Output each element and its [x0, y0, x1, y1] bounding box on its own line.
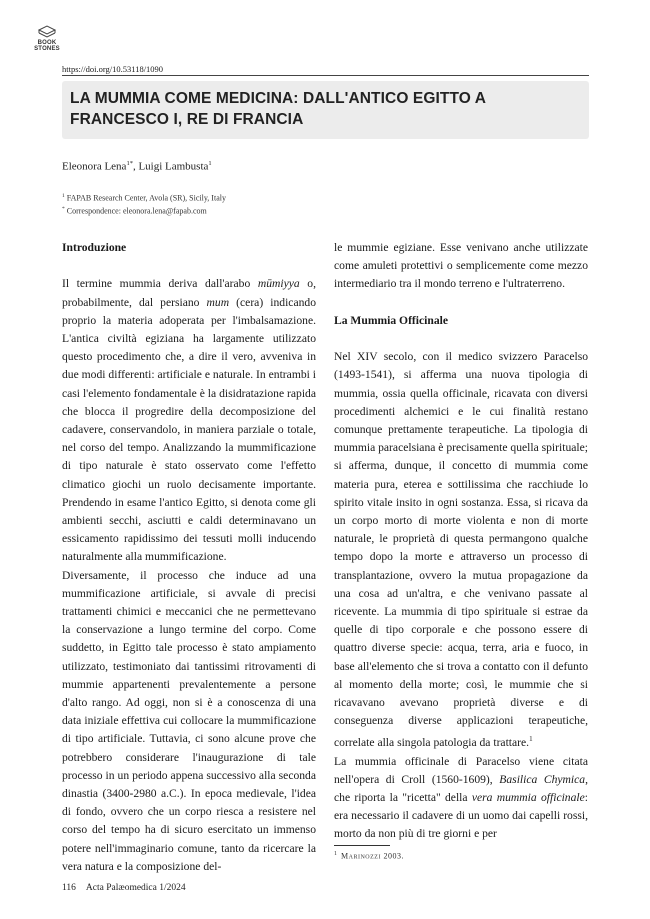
- book-stones-logo-icon: [37, 24, 57, 40]
- footnote-divider: [334, 845, 390, 846]
- paragraph: Diversamente, il processo che induce ad una mummificazione artificiale, si avvale di precisi trattamenti chimici e meccanici che ne permettevano la conservazione a lungo termine del corpo. Come suddetto, in Egitto tale processo è stato ampiamento utilizzato, testimoniato dai tantissimi ritrovamenti di mummie appartenenti prevalentemente a persone d'alto rango. Ad oggi, non si è a conoscenza di una data iniziale effettiva cui collocare la mummificazione di tipo artificiale. Tuttavia, ci sono alcune prove che potrebbero considerare l'inaugurazione di tale processo in un periodo appena successivo alla seconda dinastia (3400-2980 a.C.). In epoca medievale, l'idea di fondo, ovvero che un corpo riesca a resistere nel corso del tempo ha di sicuro esercitato un immenso potere nell'immaginario comune, tanto da ricercare la vera natura e la composizione del-: [62, 568, 316, 873]
- title-box: [62, 81, 589, 139]
- paragraph: le mummie egiziane. Esse venivano anche utilizzate come amuleti protettivi o semplicemente come mezzo intermediario tra il mondo terreno e l'ultraterreno.: [334, 241, 588, 291]
- right-column: [334, 239, 588, 844]
- left-column: [62, 239, 316, 876]
- correspondence-line: * Correspondence: eleonora.lena@fapab.com: [62, 205, 207, 216]
- affiliation-line: $^1$ FAPAB Research Center, Avola (SR), Sicily, Italy: [62, 193, 226, 203]
- header-divider: [62, 75, 589, 76]
- author-affiliation-mark: 1: [208, 160, 212, 167]
- doi-link[interactable]: https://doi.org/10.53118/1090: [62, 64, 164, 74]
- author-name: Eleonora Lena: [62, 160, 127, 173]
- paragraph: La mummia officinale di Paracelso viene citata nell'opera di Croll (1560-1609), Basilica Chymica, che riporta la "ricetta" della vera mummia officinale: era necessario il cadavere di un uomo dai capelli rossi, morto da non più di tre giorni e per: [334, 754, 589, 841]
- section-heading: Introduzione: [62, 241, 127, 254]
- page-footer: [62, 883, 196, 893]
- article-title: LA MUMMIA COME MEDICINA: DALL'ANTICO EGITTO A FRANCESCO I, RE DI FRANCIA: [70, 90, 486, 128]
- author-separator: ,: [132, 160, 139, 173]
- authors-line: [62, 160, 212, 173]
- affiliations: [62, 191, 226, 216]
- publisher-logo: [32, 24, 62, 52]
- footnote-text: Marinozzi 2003.: [341, 851, 404, 861]
- paragraph: Nel XIV secolo, con il medico svizzero Paracelso (1493-1541), si afferma una nuova tipologia di mummia, ossia quella officinale, ricavata con diversi procedimenti alchemici e le cui finalità restano comunque prettamente terapeutiche. La tipologia di mummia paracelsiana è precisamente quella spirituale; si afferma, dunque, il concetto di mummia come materia pura, eterea e sottilissima che racchiude lo spirito vitale insito in ogni sostanza. Essa, si ricava da un corpo morto di morte violenta e non di morte naturale, le proprietà di questa permangono qualche tempo dopo la morte e attraverso un processo di transplantazione, ovvero la mutua propagazione da una cosa ad un'altra, e che venivano passate al ricevente. La mummia di tipo spirituale si estrae da quelle di tipo corporale e che possono essere di quattro diverse specie: acqua, terra, aria e fuoco, in base all'elemento che si trova a contatto con il defunto al momento della morte; così, le mummie che si ricavavano avevano proprietà diverse e di conseguenza diverse applicazioni terapeutiche, correlate alla singola patologia da trattare.$^1$: [334, 350, 588, 750]
- footnote: $^1$ Marinozzi 2003.: [334, 851, 404, 861]
- paragraph: Il termine mummia deriva dall'arabo mūmiyya o, probabilmente, dal persiano mum (cera) indicando proprio la materia adoperata per l'imbalsamazione. L'antica civiltà egiziana ha largamente utilizzato questo procedimento che, a dire il vero, avveniva in due modi differenti: artificiale e naturale. In entrambi i casi l'elemento fondamentale è la disidratazione rapida che blocca il progredire della decomposizione del cadavere, conservandolo, in maniera parziale o totale, nel corso del tempo. Analizzando la mummificazione di tipo naturale è stato osservato come l'effetto climatico giochi un ruolo decisamente importante. Prendendo in esame l'antico Egitto, si denota come gli ambienti secchi, asciutti e caldi determinavano un essicamento rapidissimo dei tessuti molli inducendo naturalmente alla mummificazione.: [62, 277, 317, 564]
- logo-text-book: BOOK: [37, 40, 57, 46]
- logo-text-stones: STONES: [34, 46, 60, 52]
- author-name: Luigi Lambusta: [138, 160, 209, 173]
- correspondence-email: Correspondence: eleonora.lena@fapab.com: [66, 206, 207, 216]
- footnote-ref[interactable]: 1: [529, 735, 533, 744]
- page-number: 116: [62, 883, 76, 893]
- journal-name: Acta Palæomedica 1/2024: [85, 883, 186, 893]
- section-heading: La Mummia Officinale: [334, 313, 448, 327]
- author-affiliation-mark: 1*: [126, 160, 133, 167]
